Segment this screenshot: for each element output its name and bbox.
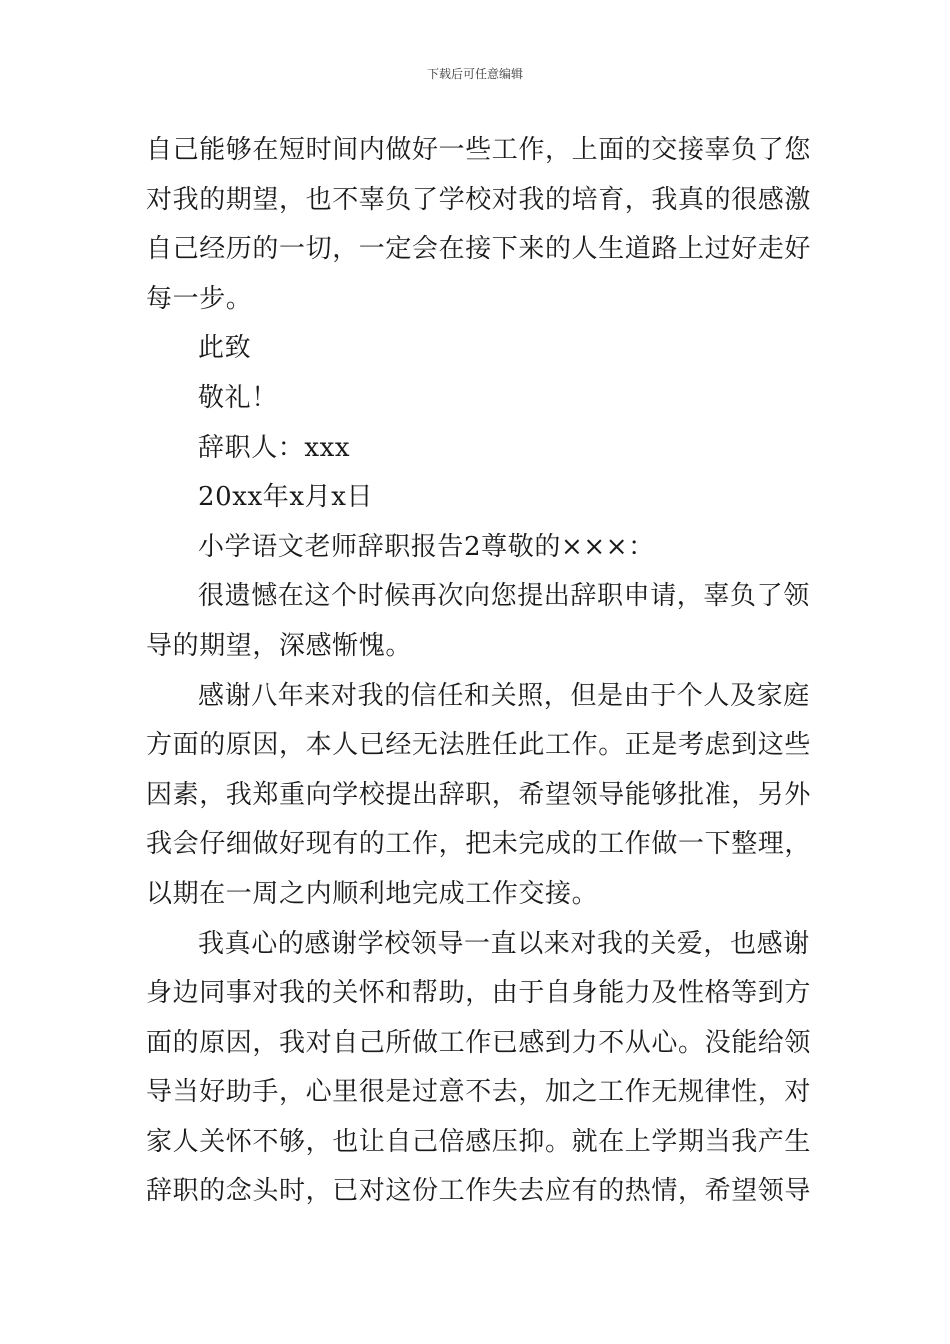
- closing-salutation: 此致: [198, 333, 252, 364]
- date-line: 20xx年x月x日: [198, 482, 374, 513]
- text-line: 导的期望，深感惭愧。: [146, 630, 413, 661]
- signature-line: 辞职人：xxx: [198, 432, 351, 463]
- text-line: 以期在一周之内顺利地完成工作交接。: [146, 878, 599, 909]
- page-header: 下载后可任意编辑: [426, 67, 523, 81]
- closing-regards: 敬礼！: [198, 382, 278, 413]
- text-line: 身边同事对我的关怀和帮助，由于自身能力及性格等到方: [146, 978, 812, 1009]
- text-line: 导当好助手，心里很是过意不去，加之工作无规律性，对: [146, 1077, 812, 1108]
- text-line: 自己经历的一切，一定会在接下来的人生道路上过好走好: [146, 234, 812, 265]
- text-line: 很遗憾在这个时候再次向您提出辞职申请，辜负了领: [198, 581, 810, 612]
- text-line: 方面的原因，本人已经无法胜任此工作。正是考虑到这些: [146, 730, 812, 761]
- text-line: 我会仔细做好现有的工作，把未完成的工作做一下整理，: [146, 829, 812, 860]
- text-line: 每一步。: [146, 283, 253, 314]
- text-line: 感谢八年来对我的信任和关照，但是由于个人及家庭: [198, 680, 810, 711]
- text-line: 家人关怀不够，也让自己倍感压抑。就在上学期当我产生: [146, 1126, 812, 1157]
- text-line: 我真心的感谢学校领导一直以来对我的关爱，也感谢: [198, 928, 810, 959]
- text-line: 面的原因，我对自己所做工作已感到力不从心。没能给领: [146, 1027, 812, 1058]
- text-line: 因素，我郑重向学校提出辞职，希望领导能够批准，另外: [146, 779, 812, 810]
- section-title: 小学语文老师辞职报告2尊敬的×××：: [198, 531, 655, 562]
- document-body: [146, 126, 810, 1217]
- text-line: 辞职的念头时，已对这份工作失去应有的热情，希望领导: [146, 1176, 812, 1207]
- text-line: 对我的期望，也不辜负了学校对我的培育，我真的很感激: [146, 184, 812, 215]
- text-line: 自己能够在短时间内做好一些工作，上面的交接辜负了您: [146, 135, 812, 165]
